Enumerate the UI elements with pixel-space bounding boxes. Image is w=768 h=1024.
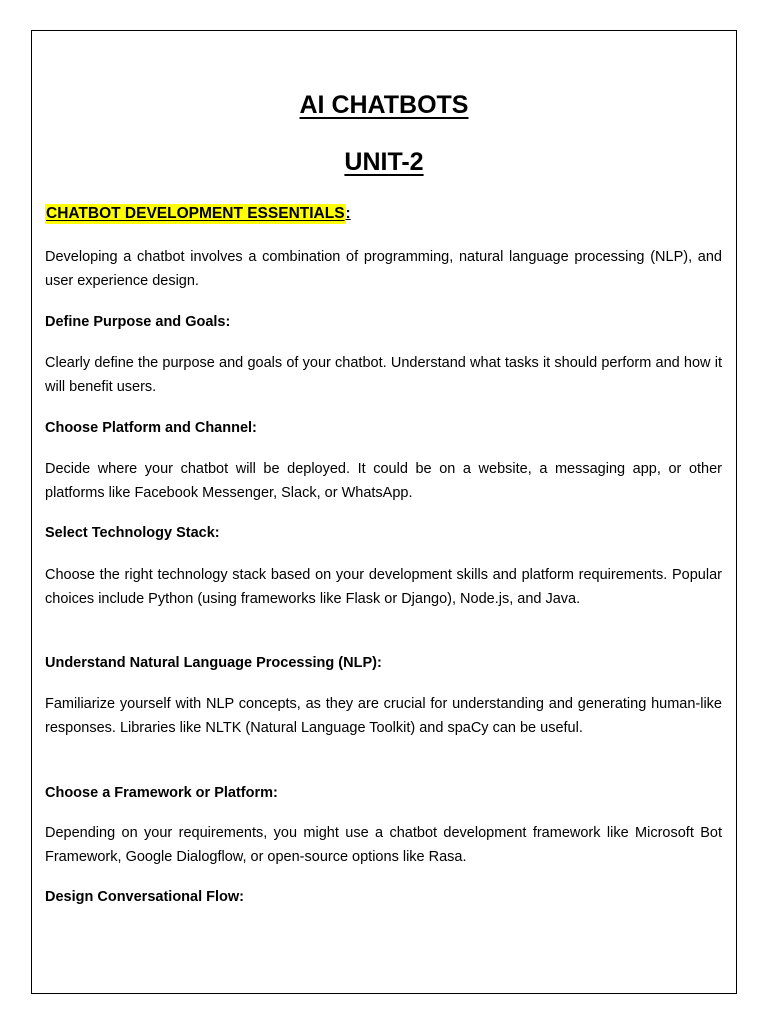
paragraph-choose-platform: Decide where your chatbot will be deployed. It could be on a website, a messaging app, or other platforms like Facebook Messenger, Slack, or WhatsApp. bbox=[45, 461, 722, 501]
subheading-technology-stack: Select Technology Stack: bbox=[45, 525, 220, 541]
highlighted-heading-text: CHATBOT DEVELOPMENT ESSENTIALS bbox=[46, 205, 345, 222]
paragraph-define-purpose: Clearly define the purpose and goals of your chatbot. Understand what tasks it should perform and how it will benefit users. bbox=[45, 355, 722, 395]
paragraph-framework: Depending on your requirements, you might use a chatbot development framework like Microsoft Bot Framework, Google Dialogflow, or open-source options like Rasa. bbox=[45, 825, 722, 865]
paragraph-technology-stack: Choose the right technology stack based on your development skills and platform requirements. Popular choices include Python (using frameworks like Flask or Django), Node.js, and Java. bbox=[45, 567, 722, 607]
subheading-conversational-flow: Design Conversational Flow: bbox=[45, 889, 244, 905]
subheading-choose-platform: Choose Platform and Channel: bbox=[45, 420, 257, 436]
paragraph-nlp: Familiarize yourself with NLP concepts, as they are crucial for understanding and generating human-like responses. Libraries like NLTK (Natural Language Toolkit) and spaCy can be useful. bbox=[45, 696, 722, 736]
intro-paragraph: Developing a chatbot involves a combination of programming, natural language processing (NLP), and user experience design. bbox=[45, 249, 722, 289]
subheading-nlp: Understand Natural Language Processing (NLP): bbox=[45, 655, 382, 671]
subheading-define-purpose: Define Purpose and Goals: bbox=[45, 314, 231, 330]
section-heading: CHATBOT DEVELOPMENT ESSENTIALS: bbox=[46, 205, 351, 222]
document-title: AI CHATBOTS bbox=[299, 91, 469, 119]
subheading-framework: Choose a Framework or Platform: bbox=[45, 785, 278, 801]
unit-title: UNIT-2 bbox=[344, 148, 424, 176]
